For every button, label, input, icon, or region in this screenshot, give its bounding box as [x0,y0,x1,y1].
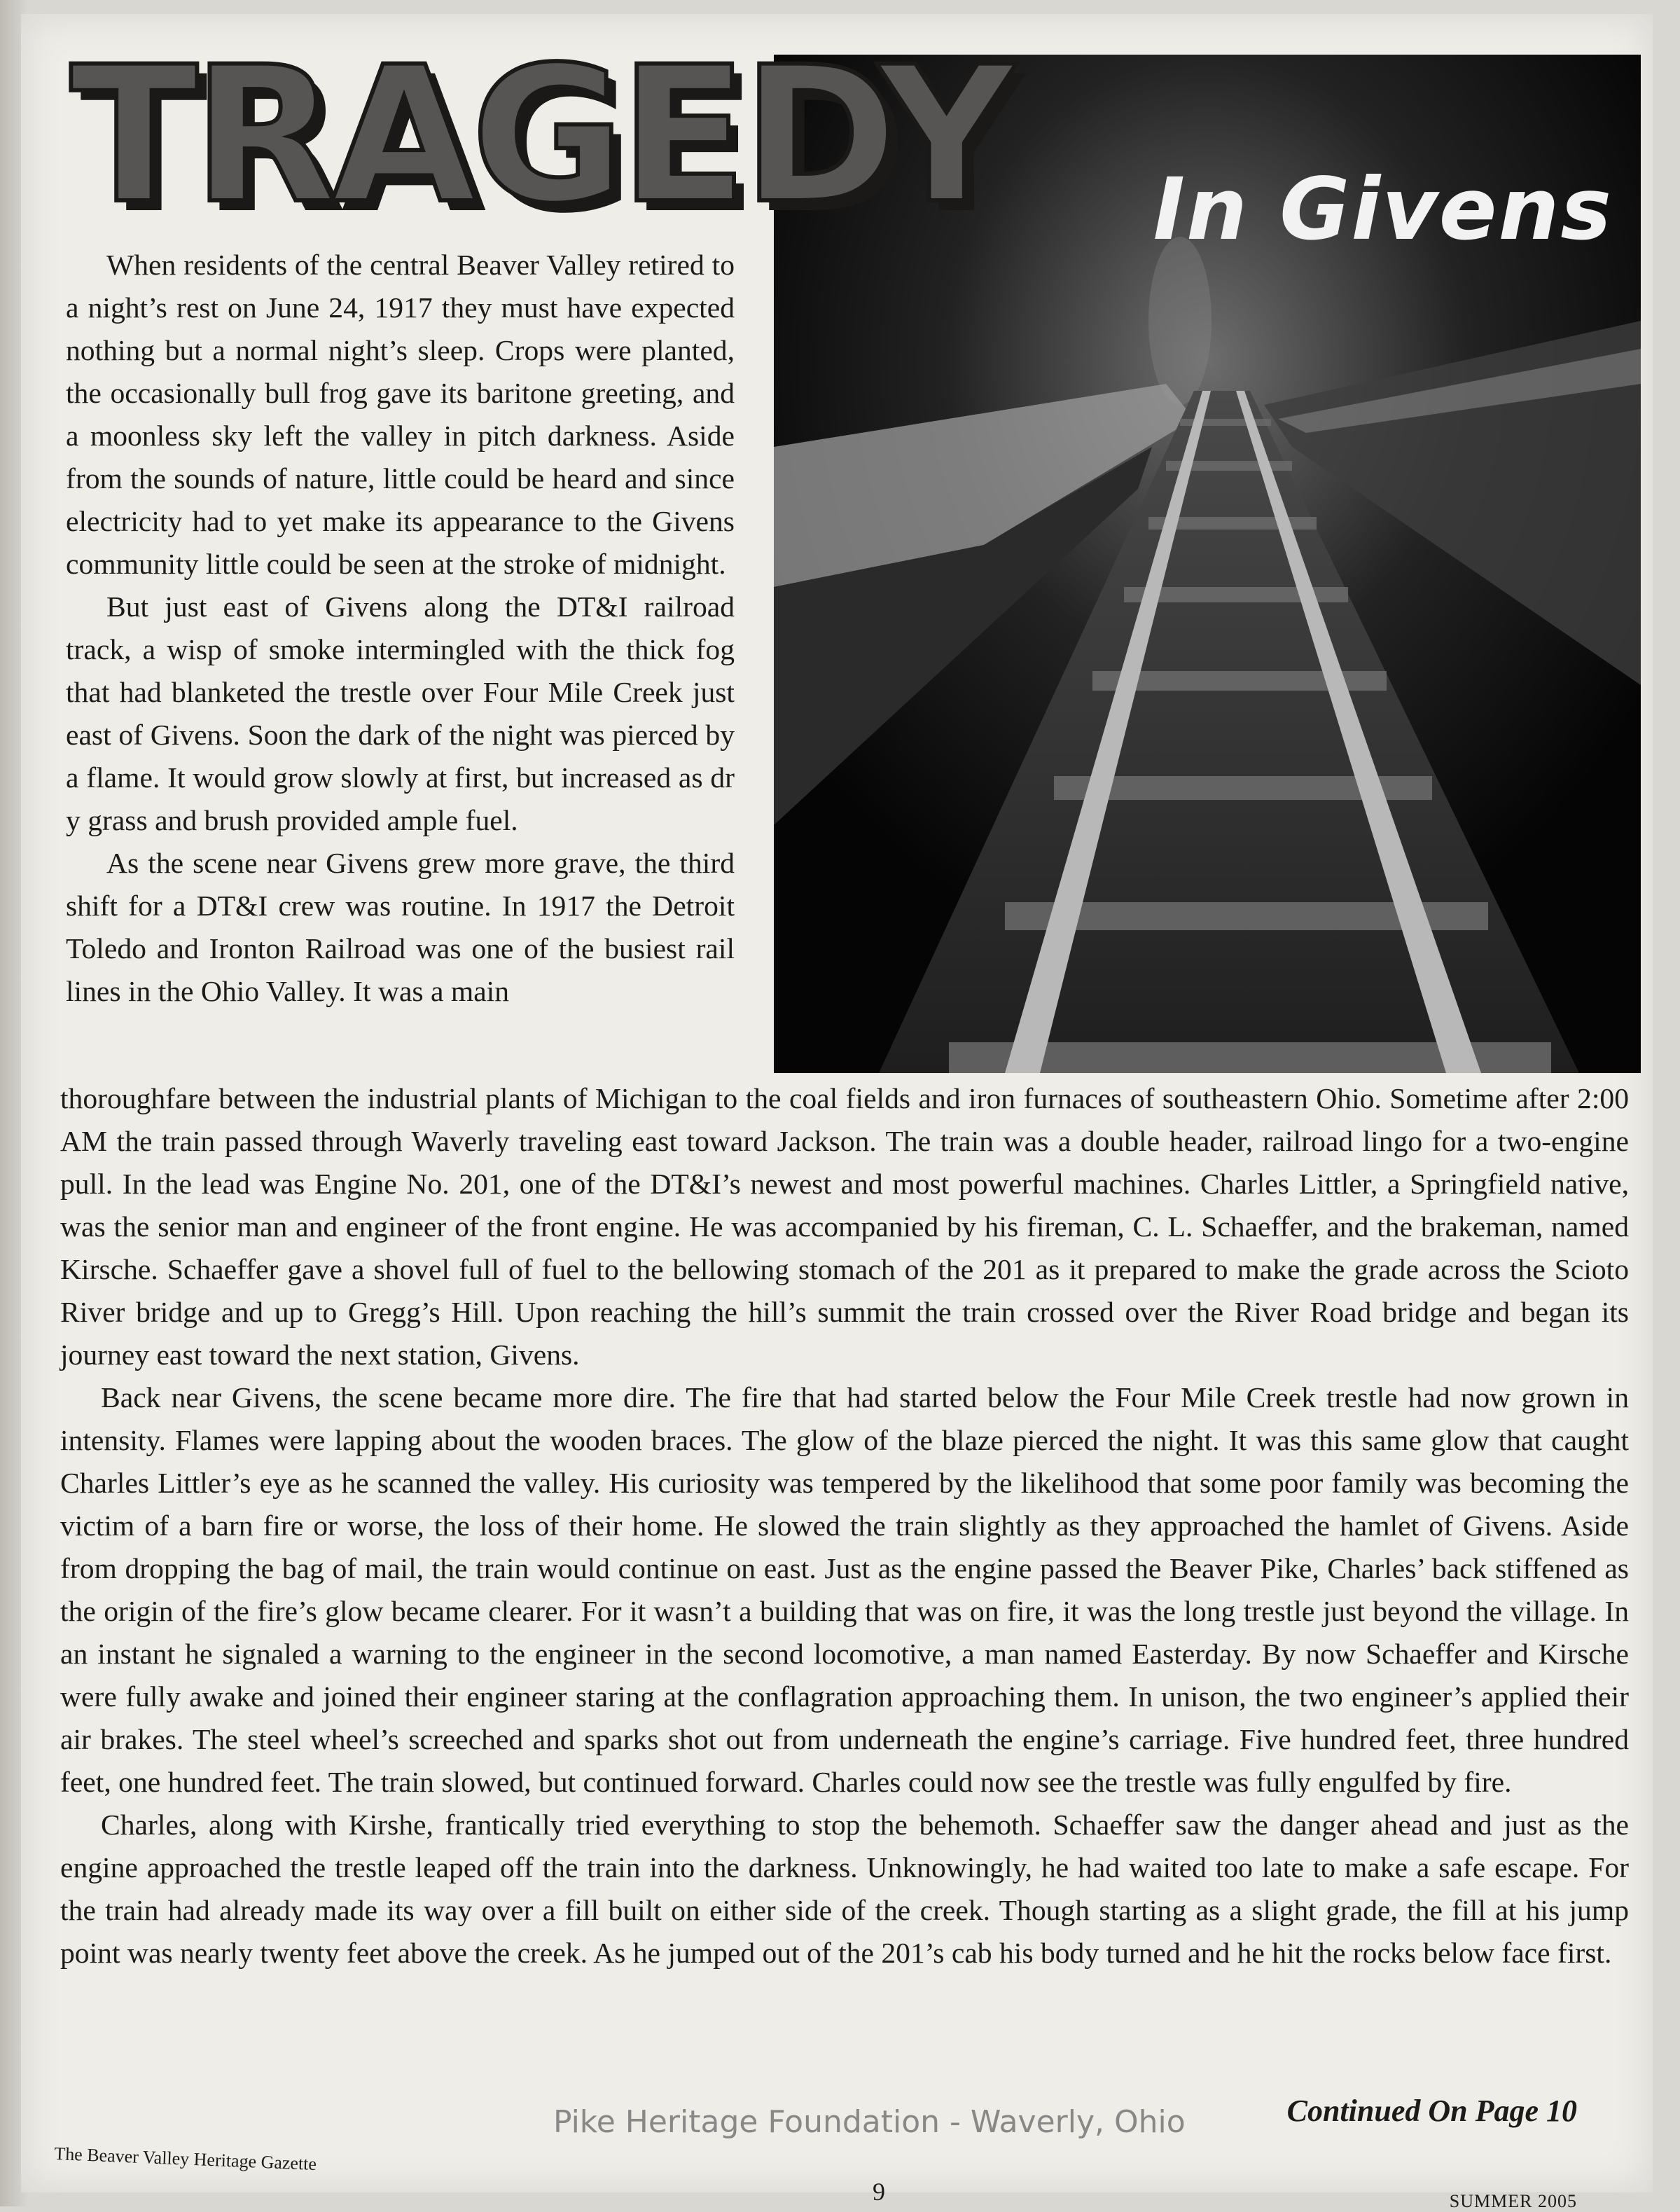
article-body-text [60,1077,1629,1975]
publication-name: The Beaver Valley Heritage Gazette [53,2143,317,2175]
paragraph: As the scene near Givens grew more grave, the third shift for a DT&I crew was routine. In 1917 the Detroit Toledo and Ironton Railroad was one of the busiest rail lines in the Ohio Valley. It was a main [66,847,735,1007]
paragraph: When residents of the central Beaver Valley retired to a night’s rest on June 24, 1917 they must have expected nothing but a normal night’s sleep. Crops were planted, the occasionally bull frog gave its baritone greeting, and a moonless sky left the valley in pitch darkness. Aside from the sounds of nature, little could be heard and since electricity had to yet make its appearance to the Givens community little could be seen at the stroke of midnight. [66,249,735,580]
paragraph: thoroughfare between the industrial plants of Michigan to the coal fields and iron furnaces of southeastern Ohio. Sometime after 2:00 AM the train passed through Waverly traveling east toward Jackson. The train was a double header, railroad lingo for a two-engine pull. In the lead was Engine No. 201, one of the DT&I’s newest and most powerful machines. Charles Littler, a Springfield native, was the senior man and engineer of the front engine. He was accompanied by his fireman, C. L. Schaeffer, and the brakeman, named Kirsche. Schaeffer gave a shovel full of fuel to the bellowing stomach of the 201 as it prepared to make the grade across the Scioto River bridge and up to Gregg’s Hill. Upon reaching the hill’s summit the train crossed over the River Road bridge and began its journey east toward the next station, Givens. [60,1082,1629,1371]
watermark: Pike Heritage Foundation - Waverly, Ohio [553,2104,1186,2140]
article-column-text [66,244,735,1013]
paragraph: Back near Givens, the scene became more dire. The fire that had started below the Four Mile Creek trestle had now grown in intensity. Flames were lapping about the wooden braces. The glow of the blaze pierced the night. It was this same glow that caught Charles Littler’s eye as he scanned the valley. His curiosity was tempered by the likelihood that some poor family was becoming the victim of a barn fire or worse, the loss of their home. He slowed the train slightly as they approached the hamlet of Givens. Aside from dropping the bag of mail, the train would continue on east. Just as the engine passed the Beaver Pike, Charles’ back stiffened as the origin of the fire’s glow became clearer. For it wasn’t a building that was on fire, it was the long trestle just beyond the village. In an instant he signaled a warning to the engineer in the second locomotive, a man named Easterday. By now Schaeffer and Kirsche were fully awake and joined their engineer staring at the conflagration approaching them. In unison, the two engineer’s applied their air brakes. The steel wheel’s screeched and sparks shot out from underneath the engine’s carriage. Five hundred feet, three hundred feet, one hundred feet. The train slowed, but continued forward. Charles could now see the trestle was fully engulfed by fire. [60,1381,1629,1798]
issue-date: SUMMER 2005 [1449,2191,1577,2211]
paragraph: But just east of Givens along the DT&I railroad track, a wisp of smoke intermingled with the thick fog that had blanketed the trestle over Four Mile Creek just east of Givens. Soon the dark of the night was pierced by a flame. It would grow slowly at first, but increased as dr y grass and brush provided ample fuel. [66,590,735,836]
paragraph: Charles, along with Kirshe, frantically tried everything to stop the behemoth. Schaeffer saw the danger ahead and just as the engine approached the trestle leaped off the train into the darkness. Unknowingly, he had waited too late to make a safe escape. For the train had already made its way over a fill built on either side of the creek. Though starting as a slight grade, the fill at his jump point was nearly twenty feet above the creek. As he jumped out of the 201’s cab his body turned and he hit the rocks below face first. [60,1809,1629,1969]
magazine-page [21,14,1653,2211]
subtitle: In Givens [1153,160,1613,259]
page-number: 9 [873,2178,885,2206]
continued-on-page: Continued On Page 10 [1286,2094,1577,2128]
article-title: TRAGEDY [70,27,1009,245]
